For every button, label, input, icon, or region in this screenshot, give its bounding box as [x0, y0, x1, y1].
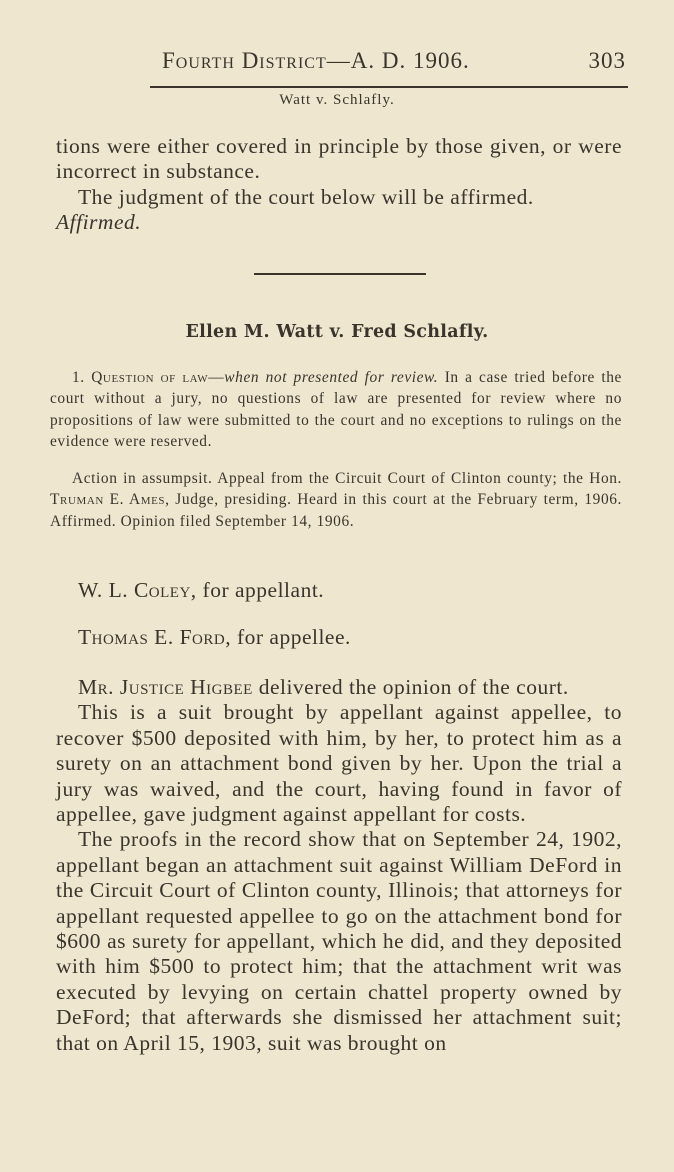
page-number: 303: [588, 48, 626, 73]
section-divider: [254, 273, 426, 275]
previous-case-paragraph: tions were either covered in principle by those given, or were incorrect in substance.: [56, 134, 622, 184]
case-statement: [50, 468, 622, 532]
running-head: [0, 48, 674, 78]
previous-case-conclusion: The judgment of the court below will be affirmed.: [78, 184, 534, 209]
case-statement-a: Action in assumpsit. Appeal from the Circuit Court of Clinton county; the Hon.: [72, 470, 622, 487]
opinion-intro: [56, 675, 622, 700]
judge-name: Truman E. Ames: [50, 491, 166, 509]
appellant-role: , for appellant.: [190, 578, 325, 602]
opinion-paragraph-2: The proofs in the record show that on September 24, 1902, appellant began an attachment suit against William DeFord in the Circuit Court of Clinton county, Illinois; that attorneys for appellant requested appellee to go on the attachment bond for $600 as surety for appellant, which he did, and they deposited with him $500 to protect him; that the attachment writ was executed by levying on certain chattel property owned by DeFord; that afterwards she dismissed her attachment suit; that on April 15, 1903, suit was brought on: [56, 827, 622, 1055]
opinion: [56, 675, 622, 1056]
headnote-topic: Question of law: [91, 369, 209, 386]
previous-case-disposition: Affirmed.: [56, 210, 142, 235]
opinion-intro-text: delivered the opinion of the court.: [252, 675, 569, 699]
case-title: Ellen M. Watt v. Fred Schlafly.: [185, 322, 489, 342]
opinion-author: Mr. Justice Higbee: [78, 675, 253, 699]
header-rule: [150, 86, 628, 88]
case-statement-paragraph: [50, 468, 622, 532]
appellee-attorney: Thomas E. Ford: [78, 625, 226, 649]
counsel-appellant: [78, 578, 324, 603]
headnote-number: 1.: [72, 369, 85, 386]
headnote-text: In a case tried before the court without a jury, no questions of law are presented for review where no propositions of law were submitted to the court and no exceptions to rulings on the evidence were reserved.: [50, 369, 622, 450]
previous-case-end: [56, 134, 622, 236]
running-title: Fourth District—A. D. 1906.: [162, 48, 470, 73]
headnote: [50, 367, 622, 452]
appellee-role: , for appellee.: [225, 625, 351, 649]
headnote-paragraph: [50, 367, 622, 452]
opinion-paragraph-1: This is a suit brought by appellant against appellee, to recover $500 deposited with him, by her, to protect him as a surety on an attachment bond given by her. Upon the trial a jury was waived, and the court, having found in favor of appellee, gave judgment against appellant for costs.: [56, 700, 622, 827]
counsel-appellee: [78, 625, 351, 650]
appellant-attorney: W. L. Coley: [78, 578, 191, 602]
case-short-title: Watt v. Schlafly.: [279, 92, 395, 108]
case-statement-b: , Judge, presiding. Heard in this court at the February term, 1906. Affirmed. Opinion filed September 14, 1906.: [50, 491, 622, 530]
headnote-topic-separator: —: [208, 369, 225, 386]
headnote-subtopic: when not presented for review.: [224, 369, 439, 386]
